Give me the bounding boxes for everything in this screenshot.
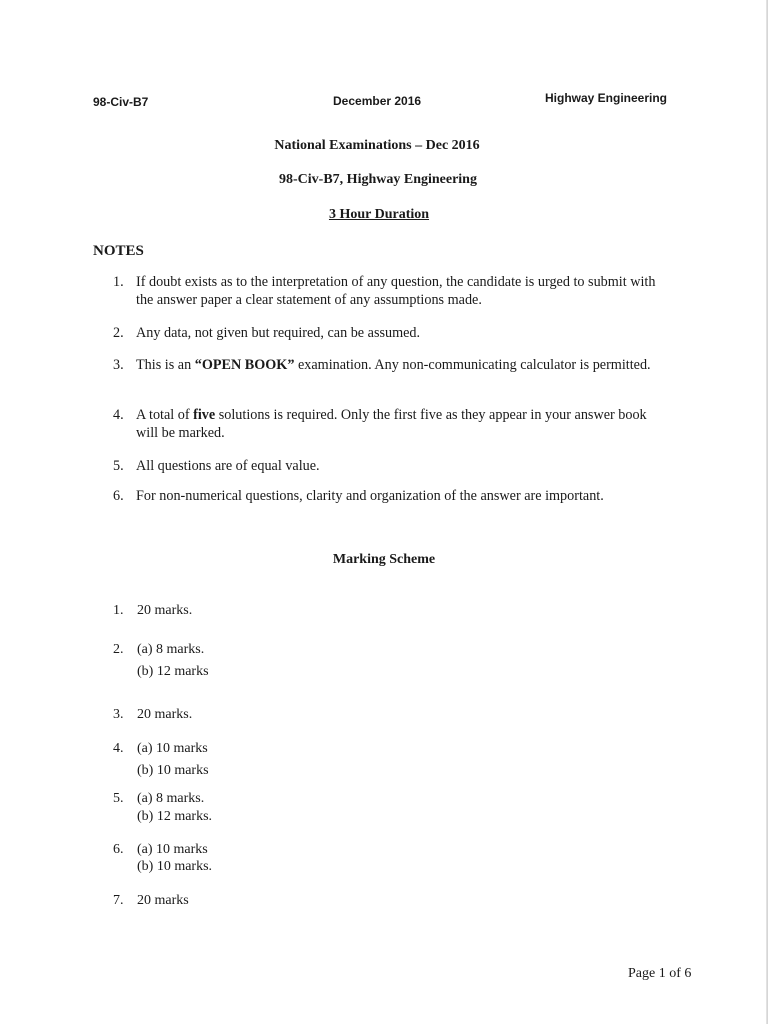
page-number: Page 1 of 6	[628, 966, 692, 981]
marks-part: (b) 10 marks	[137, 763, 209, 778]
note-text-post: solutions is required. Only the first five as they appear in your answer book will be marked.	[136, 407, 647, 441]
marks-part: (b) 10 marks.	[137, 859, 213, 874]
question-number: 4.	[113, 741, 124, 756]
five-emphasis: five	[193, 407, 216, 423]
note-number: 6.	[113, 488, 124, 504]
question-number: 5.	[113, 791, 124, 806]
marks-part: 20 marks.	[137, 707, 193, 722]
note-number: 1.	[113, 274, 124, 290]
note-text-post: examination. Any non-communicating calculator is permitted.	[294, 357, 651, 373]
note-text: For non-numerical questions, clarity and organization of the answer are important.	[136, 488, 604, 504]
note-number: 5.	[113, 458, 124, 474]
note-text-pre: This is an	[136, 357, 195, 373]
marks-part: (b) 12 marks.	[137, 809, 213, 824]
header-date: December 2016	[333, 94, 422, 108]
note-text	[136, 356, 656, 374]
marks-part: 20 marks.	[137, 603, 193, 618]
note-text: Any data, not given but required, can be assumed.	[136, 325, 421, 341]
page-header	[0, 92, 768, 112]
marking-scheme-heading: Marking Scheme	[332, 552, 436, 567]
note-text: If doubt exists as to the interpretation of any question, the candidate is urged to submit with the answer paper a clear statement of any assumptions made.	[136, 274, 656, 308]
marks-part: (a) 8 marks.	[137, 791, 205, 806]
header-course-code: 98-Civ-B7	[93, 95, 149, 109]
marks-part: 20 marks	[137, 893, 189, 908]
marks-part: (a) 10 marks	[137, 842, 208, 857]
header-subject: Highway Engineering	[545, 91, 668, 105]
duration-title: 3 Hour Duration	[328, 207, 430, 222]
marks-part: (b) 12 marks	[137, 664, 209, 679]
open-book-emphasis: “OPEN BOOK”	[194, 357, 295, 373]
question-number: 7.	[113, 893, 124, 908]
question-number: 2.	[113, 642, 124, 657]
course-title: 98-Civ-B7, Highway Engineering	[279, 172, 477, 187]
question-number: 1.	[113, 603, 124, 618]
notes-heading: NOTES	[93, 243, 144, 259]
question-number: 6.	[113, 842, 124, 857]
marks-part: (a) 8 marks.	[137, 642, 205, 657]
note-text: All questions are of equal value.	[136, 458, 320, 474]
note-text	[136, 406, 656, 442]
note-text-pre: A total of	[136, 407, 194, 423]
exam-title: National Examinations – Dec 2016	[274, 138, 480, 153]
note-number: 3.	[113, 357, 124, 373]
note-number: 4.	[113, 407, 124, 423]
question-number: 3.	[113, 707, 124, 722]
marks-part: (a) 10 marks	[137, 741, 208, 756]
note-number: 2.	[113, 325, 124, 341]
